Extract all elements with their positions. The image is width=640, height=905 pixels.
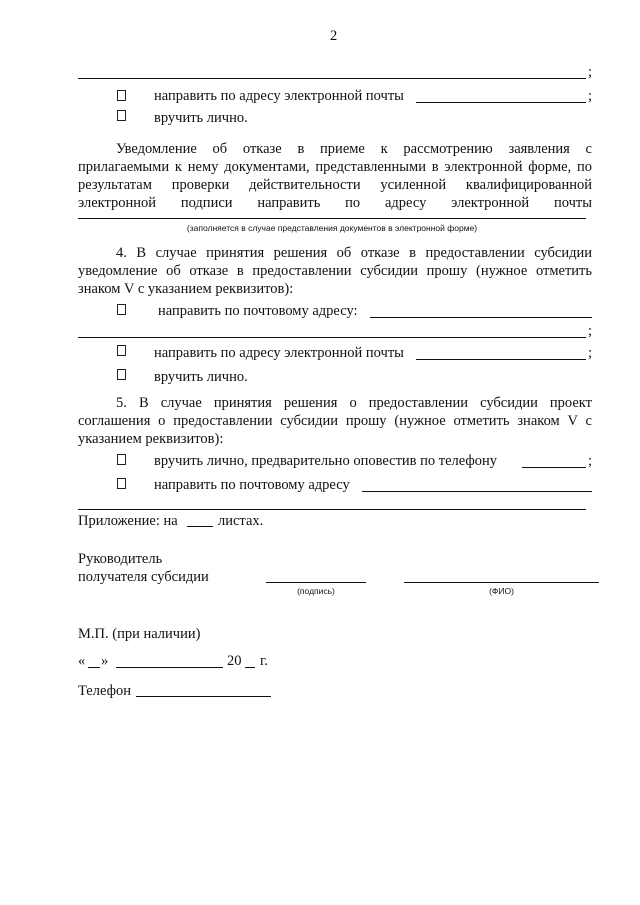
attachment-suffix: листах.	[218, 513, 264, 529]
page-number: 2	[330, 28, 338, 44]
postal-address-field-5[interactable]	[362, 491, 592, 492]
option-personal-label: вручить лично.	[154, 369, 248, 385]
checkbox-email-4[interactable]	[117, 345, 126, 356]
postal-address-field-4[interactable]	[370, 317, 592, 318]
checkbox-personal-3[interactable]	[117, 110, 126, 121]
email-field-4[interactable]	[416, 359, 586, 360]
full-name-caption: (ФИО)	[489, 586, 514, 596]
date-close-quote: »	[101, 653, 109, 669]
signature-field[interactable]	[266, 582, 366, 583]
phone-field-5[interactable]	[522, 467, 586, 468]
paragraph-line: результатам проверки действительности усиленной квалифицированной	[78, 177, 592, 193]
section-4-line: знаком V с указанием реквизитов):	[78, 281, 294, 297]
phone-label: Телефон	[78, 683, 131, 699]
date-day-field[interactable]	[88, 667, 100, 668]
checkbox-postal-5[interactable]	[117, 478, 126, 489]
checkbox-email-3[interactable]	[117, 90, 126, 101]
date-open-quote: «	[78, 653, 86, 669]
option-email-label: направить по адресу электронной почты	[154, 88, 404, 104]
option-email-label: направить по адресу электронной почты	[154, 345, 404, 361]
email-field-3[interactable]	[416, 102, 586, 103]
address-line-continuation[interactable]	[78, 78, 586, 79]
phone-field[interactable]	[136, 696, 271, 697]
option-postal-label: направить по почтовому адресу:	[158, 303, 358, 319]
line-end-semicolon: ;	[588, 88, 593, 104]
line-end-semicolon: ;	[588, 64, 593, 80]
paragraph-line: прилагаемыми к нему документами, представленными в электронной форме, по	[78, 159, 592, 175]
checkbox-personal-5[interactable]	[117, 454, 126, 465]
paragraph-line: Уведомление об отказе в приеме к рассмотрению заявления с	[116, 141, 592, 157]
section-4-line: уведомление об отказе в предоставлении субсидии прошу (нужное отметить	[78, 263, 592, 279]
postal-address-field-4-continuation[interactable]	[78, 337, 586, 338]
signatory-title-line1: Руководитель	[78, 551, 163, 567]
section-5-line: 5. В случае принятия решения о предоставлении субсидии проект	[116, 395, 592, 411]
postal-address-field-5-continuation[interactable]	[78, 509, 586, 510]
line-end-semicolon: ;	[588, 345, 593, 361]
attachment-pages-field[interactable]	[187, 526, 213, 527]
checkbox-postal-4[interactable]	[117, 304, 126, 315]
stamp-label: М.П. (при наличии)	[78, 626, 201, 642]
paragraph-line: электронной подписи направить по адресу электронной почты	[78, 195, 592, 211]
line-end-semicolon: ;	[588, 453, 593, 469]
full-name-field[interactable]	[404, 582, 599, 583]
field-note: (заполняется в случае представления документов в электронной форме)	[186, 223, 478, 233]
date-year-prefix: 20	[227, 653, 242, 669]
attachment-prefix: Приложение: на	[78, 513, 178, 529]
email-field-rejection[interactable]	[78, 218, 586, 219]
checkbox-personal-4[interactable]	[117, 369, 126, 380]
option-personal-label: вручить лично.	[154, 110, 248, 126]
date-year-field[interactable]	[245, 667, 255, 668]
section-4-line: 4. В случае принятия решения об отказе в предоставлении субсидии	[116, 245, 592, 261]
section-5-line: соглашения о предоставлении субсидии прошу (нужное отметить знаком V с	[78, 413, 592, 429]
date-year-suffix: г.	[260, 653, 268, 669]
option-postal-label: направить по почтовому адресу	[154, 477, 350, 493]
date-month-field[interactable]	[116, 667, 223, 668]
signature-caption: (подпись)	[297, 586, 335, 596]
section-5-line: указанием реквизитов):	[78, 431, 224, 447]
signatory-title-line2: получателя субсидии	[78, 569, 209, 585]
line-end-semicolon: ;	[588, 323, 593, 339]
option-personal-phone-label: вручить лично, предварительно оповестив по телефону	[154, 453, 498, 469]
